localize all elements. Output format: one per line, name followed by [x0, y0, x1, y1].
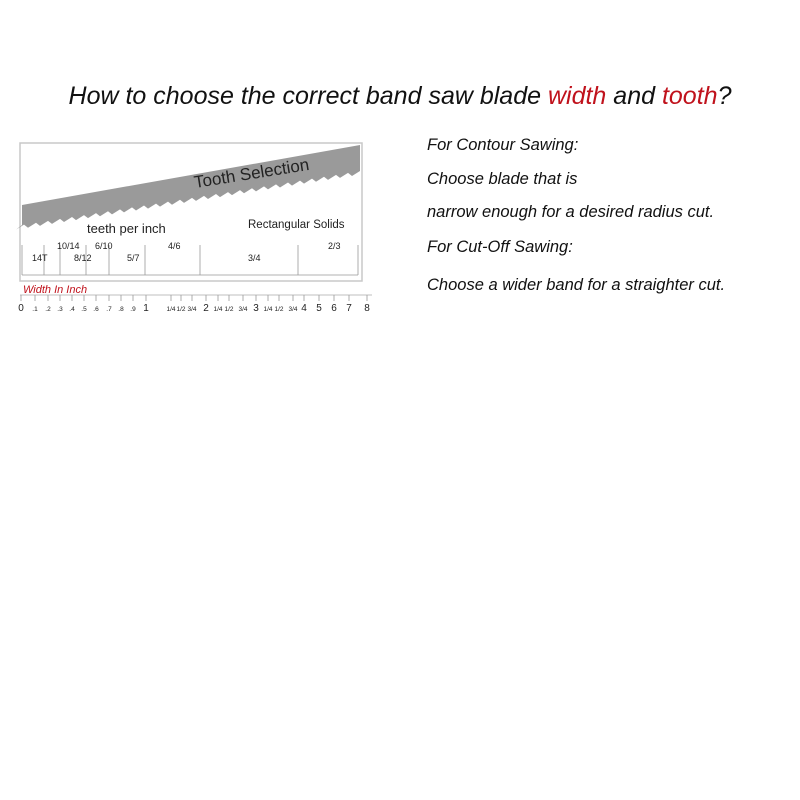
ruler-label: 8	[364, 303, 370, 314]
tpi-value: 3/4	[248, 253, 261, 263]
category-label: Rectangular Solids	[248, 219, 345, 231]
title-tooth-highlight: tooth	[661, 82, 718, 110]
tpi-value: 6/10	[95, 241, 113, 251]
ruler-label: 1/4	[213, 306, 223, 313]
tpi-value: 2/3	[328, 241, 341, 251]
ruler-label: 5	[316, 303, 322, 314]
tpi-value: 5/7	[127, 253, 140, 263]
ruler-label: 1/2	[176, 306, 186, 313]
ruler-label: 7	[346, 303, 352, 314]
cutoff-heading: For Cut-Off Sawing:	[427, 238, 573, 256]
tpi-value: 10/14	[57, 241, 80, 251]
ruler-label: 1/4	[263, 306, 273, 313]
title-width-highlight: width	[547, 82, 607, 110]
ruler-label: 3/4	[238, 306, 248, 313]
ruler-label: 1/2	[274, 306, 284, 313]
contour-line-1: Choose blade that is	[427, 170, 578, 188]
tpi-value: 4/6	[168, 241, 181, 251]
tpi-value: 8/12	[74, 253, 92, 263]
ruler-label: 3/4	[288, 306, 298, 313]
ruler-label: 1	[143, 303, 149, 314]
contour-line-2: narrow enough for a desired radius cut.	[427, 203, 715, 221]
cutoff-line-1: Choose a wider band for a straighter cut.	[427, 276, 726, 294]
ruler-label: .2	[45, 306, 51, 313]
ruler-label: 3	[253, 303, 259, 314]
ruler-label: .6	[93, 306, 99, 313]
ruler-label: 2	[203, 303, 209, 314]
scale-label: Width In Inch	[23, 284, 88, 296]
ruler-label: 6	[331, 303, 337, 314]
ruler-label: 1/4	[166, 306, 176, 313]
ruler-label: .1	[32, 306, 38, 313]
contour-heading: For Contour Sawing:	[427, 136, 579, 154]
ruler-label: 3/4	[187, 306, 197, 313]
panel-heading: Tooth Selection	[192, 154, 311, 192]
tpi-value: 14T	[32, 253, 48, 263]
ruler-label: 0	[18, 303, 24, 314]
ruler-label: .7	[106, 306, 112, 313]
page-title: How to choose the correct band saw blade width and tooth?	[68, 82, 732, 110]
ruler-label: 1/2	[224, 306, 234, 313]
ruler-label: .4	[69, 306, 75, 313]
tpi-label: teeth per inch	[87, 221, 166, 236]
ruler-label: .9	[130, 306, 136, 313]
ruler-label: .8	[118, 306, 124, 313]
ruler-label: .3	[57, 306, 63, 313]
ruler-label: 4	[301, 303, 307, 314]
ruler-label: .5	[81, 306, 87, 313]
